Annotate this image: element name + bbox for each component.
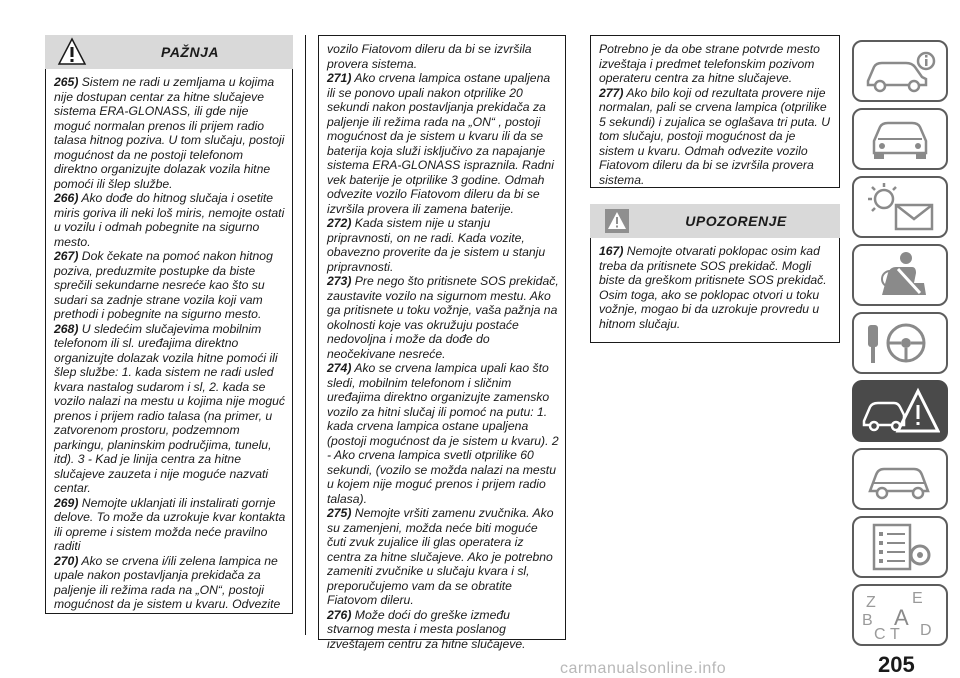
note-paragraph bbox=[54, 249, 286, 322]
note-number: 276) bbox=[327, 607, 352, 622]
index-letter-b: B bbox=[862, 612, 873, 629]
tab-car-service[interactable] bbox=[852, 448, 948, 510]
tab-seat-airbag[interactable] bbox=[852, 244, 948, 306]
caution-box bbox=[45, 69, 293, 614]
warning-lights-message-icon bbox=[860, 181, 940, 233]
caution-title: PAŽNJA bbox=[161, 44, 219, 60]
watermark: carmanualsonline.info bbox=[560, 660, 727, 677]
note-text: Ako se crvena i/ili zelena lampica ne upale nakon postavljanja prekidača za paljenje ili režima rada na „ON“, postoji mogućnost da je sistem u kvaru. Odvezite bbox=[54, 553, 281, 611]
note-number: 265) bbox=[54, 75, 79, 89]
note-text: Ako bilo koji od rezultata provere nije normalan, pali se crvena lampica (otprilike 5 sekundi) i zujalica se oglašava tri puta. U tom slučaju, postoji mogućnost da je sistem u kvaru. Odmah odvezite vozilo Fiatovom dileru da bi se izvršila provera sistema. bbox=[599, 85, 831, 187]
note-number: 270) bbox=[54, 553, 79, 568]
index-letter-d: D bbox=[920, 622, 932, 639]
caution-banner bbox=[45, 35, 293, 69]
note-number: 167) bbox=[599, 244, 624, 258]
note-paragraph bbox=[327, 71, 559, 216]
note-text: Nemojte uklanjati ili instalirati gornje delove. To može da uzrokuje kvar kontakta ili opreme i sistem možda neće pravilno raditi bbox=[54, 495, 286, 553]
warning-box bbox=[590, 238, 840, 343]
note-text: Sistem ne radi u zemljama u kojima nije dostupan centar za hitne slučajeve sistema ERA-GLONASS, ili gde nije moguć normalan prenos ili prijem radio talasa hitnog poziva. U tom slučaju, postoji mogućnost da ne postoji telefonom direktno organizujte dolazak vozila hitne pomoći ili šlep službe. bbox=[54, 75, 285, 191]
note-number: 269) bbox=[54, 495, 79, 510]
car-service-icon bbox=[860, 453, 940, 505]
note-paragraph bbox=[327, 361, 559, 506]
tab-car-info[interactable] bbox=[852, 40, 948, 102]
caution-end-paragraphs bbox=[599, 42, 833, 187]
note-number: 268) bbox=[54, 321, 79, 336]
note-paragraph bbox=[54, 75, 286, 191]
note-number: 274) bbox=[327, 361, 352, 375]
key-steering-wheel-icon bbox=[860, 317, 940, 369]
warning-triangle-icon bbox=[57, 37, 87, 67]
alphabetical-index-icon bbox=[860, 589, 940, 641]
note-text: Dok čekate na pomoć nakon hitnog poziva, preduzmite postupke da biste sprečili sekundarne nesreće kao što su sudari sa zadnje strane vozila koji vam prethodi i pobegnite na sigurno mesto. bbox=[54, 249, 273, 321]
tab-emergency[interactable] bbox=[852, 380, 948, 442]
warning-pictogram-icon bbox=[602, 206, 632, 236]
note-paragraph bbox=[54, 496, 286, 554]
note-paragraph bbox=[599, 42, 833, 86]
caution-box-continued bbox=[318, 35, 566, 651]
caution-continued-paragraphs bbox=[327, 42, 559, 651]
tab-car-front[interactable] bbox=[852, 108, 948, 170]
note-paragraph bbox=[327, 216, 559, 274]
warning-paragraphs bbox=[599, 244, 833, 331]
index-letter-z: Z bbox=[866, 594, 876, 611]
technical-data-list-icon bbox=[860, 521, 940, 573]
note-paragraph bbox=[327, 42, 559, 71]
note-number: 271) bbox=[327, 71, 352, 85]
note-number: 275) bbox=[327, 506, 352, 520]
tab-alphabetical-index[interactable] bbox=[852, 584, 948, 646]
note-paragraph bbox=[599, 244, 833, 331]
note-text: Pre nego što pritisnete SOS prekidač, zaustavite vozilo na sigurnom mestu. Ako ga pritisnete u toku vožnje, vaša pažnja na okolnosti koje vas okružuju postaće nedovoljna i može da dođe do neočekivane nesreće. bbox=[327, 274, 559, 361]
note-paragraph bbox=[54, 554, 286, 612]
note-text: Ako se crvena lampica upali kao što sledi, mobilnim telefonom i sličnim uređajima direktno organizujte zamensko vozilo za hitni slučaj ili pomoć na putu: 1. kada crvena lampica ostane upaljena (postoji mogućnost da je sistem u kvaru). 2 - Ako crvena lampica svetli otprilike 60 sekundi, (vozilo se možda nalazi na mestu u kojem nije moguć prenos i prijem radio talasa). bbox=[327, 361, 559, 506]
tab-warning-lights[interactable] bbox=[852, 176, 948, 238]
note-paragraph bbox=[599, 86, 833, 188]
seat-airbag-icon bbox=[860, 249, 940, 301]
index-letter-a: A bbox=[894, 605, 909, 630]
index-letter-c: C bbox=[874, 626, 886, 641]
tab-key-steering[interactable] bbox=[852, 312, 948, 374]
note-text: Nemojte otvarati poklopac osim kad treba da pritisnete SOS prekidač. Mogli biste da greškom pritisnete SOS prekidač. Osim toga, ako se poklopac otvori u toku vožnje, mogao bi da uzrokuje provredu u hitnom slučaju. bbox=[599, 244, 827, 331]
note-number: 266) bbox=[54, 191, 79, 205]
note-number: 272) bbox=[327, 216, 352, 230]
caution-box-end bbox=[590, 35, 840, 188]
index-letter-t: T bbox=[890, 626, 900, 641]
warning-banner bbox=[590, 204, 840, 238]
note-text: U sledećim slučajevima mobilnim telefonom ili sl. uređajima direktno organizujte dolazak vozila hitne pomoći ili šlep službe: 1. kada sistem ne radi usled kvara nastalog sudarom i sl, 2. kada se vozilo nalazi na mestu u kojima nije moguć prenos i prijem radio talasa (na primer, u zatvorenom prostoru, podzemnom parkingu, planinskim područjima, tunelu, itd). 3 - Kad je linija centra za hitne slučajeve zauzeta i nije moguće nazvati centar. bbox=[54, 321, 285, 495]
note-text: vozilo Fiatovom dileru da bi se izvršila provera sistema. bbox=[327, 42, 532, 71]
page-number: 205 bbox=[878, 652, 915, 677]
tab-technical-data[interactable] bbox=[852, 516, 948, 578]
note-paragraph bbox=[327, 274, 559, 361]
note-text: Potrebno je da obe strane potvrde mesto izveštaja i predmet telefonskim pozivom operateru centra za hitne slučajeve. bbox=[599, 42, 820, 85]
note-text: Kada sistem nije u stanju pripravnosti, on ne radi. Kada vozite, obavezno proverite da je sistem u stanju pripravnosti. bbox=[327, 216, 546, 274]
car-emergency-triangle-icon bbox=[860, 385, 940, 437]
column-divider-left bbox=[305, 35, 306, 635]
note-number: 277) bbox=[599, 85, 624, 100]
note-text: Ako dođe do hitnog slučaja i osetite miris goriva ili neki loš miris, nemojte ostati u vozilu i odmah pobegnite na sigurno mesto. bbox=[54, 191, 285, 249]
note-paragraph bbox=[327, 506, 559, 608]
note-text: Može doći do greške između stvarnog mesta i mesta poslanog izveštajem centru za hitne slučajeve. bbox=[327, 607, 526, 651]
note-text: Ako crvena lampica ostane upaljena ili se ponovo upali nakon otprilike 20 sekundi nakon postavljanja prekidača za paljenje ili režima rada na „ON“ , postoji mogućnost da je sistem u kvaru ili da se baterija koja služi isključivo za napajanje sistema ERA-GLONASS ispraznila. Radni vek baterije je otprilike 3 godine. Odmah odvezite vozilo Fiatovom dileru da bi se izvršila provera ili zamena baterije. bbox=[327, 71, 554, 216]
caution-paragraphs bbox=[54, 75, 286, 612]
car-front-icon bbox=[860, 113, 940, 165]
car-info-icon bbox=[860, 45, 940, 97]
note-text: Nemojte vršiti zamenu zvučnika. Ako su zamenjeni, možda neće biti moguće čuti zvuk zujalice ili glas operatera iz centra za hitne slučajeve. Ako je potrebno zameniti zvučnike u slučaju kvara i sl, preporučujemo vam da se obratite Fiatovom dileru. bbox=[327, 506, 554, 607]
note-number: 273) bbox=[327, 274, 352, 288]
index-letter-e: E bbox=[912, 590, 923, 607]
note-paragraph bbox=[54, 322, 286, 496]
note-paragraph bbox=[54, 191, 286, 249]
warning-title: UPOZORENJE bbox=[685, 213, 787, 229]
note-paragraph bbox=[327, 608, 559, 652]
note-number: 267) bbox=[54, 249, 79, 263]
